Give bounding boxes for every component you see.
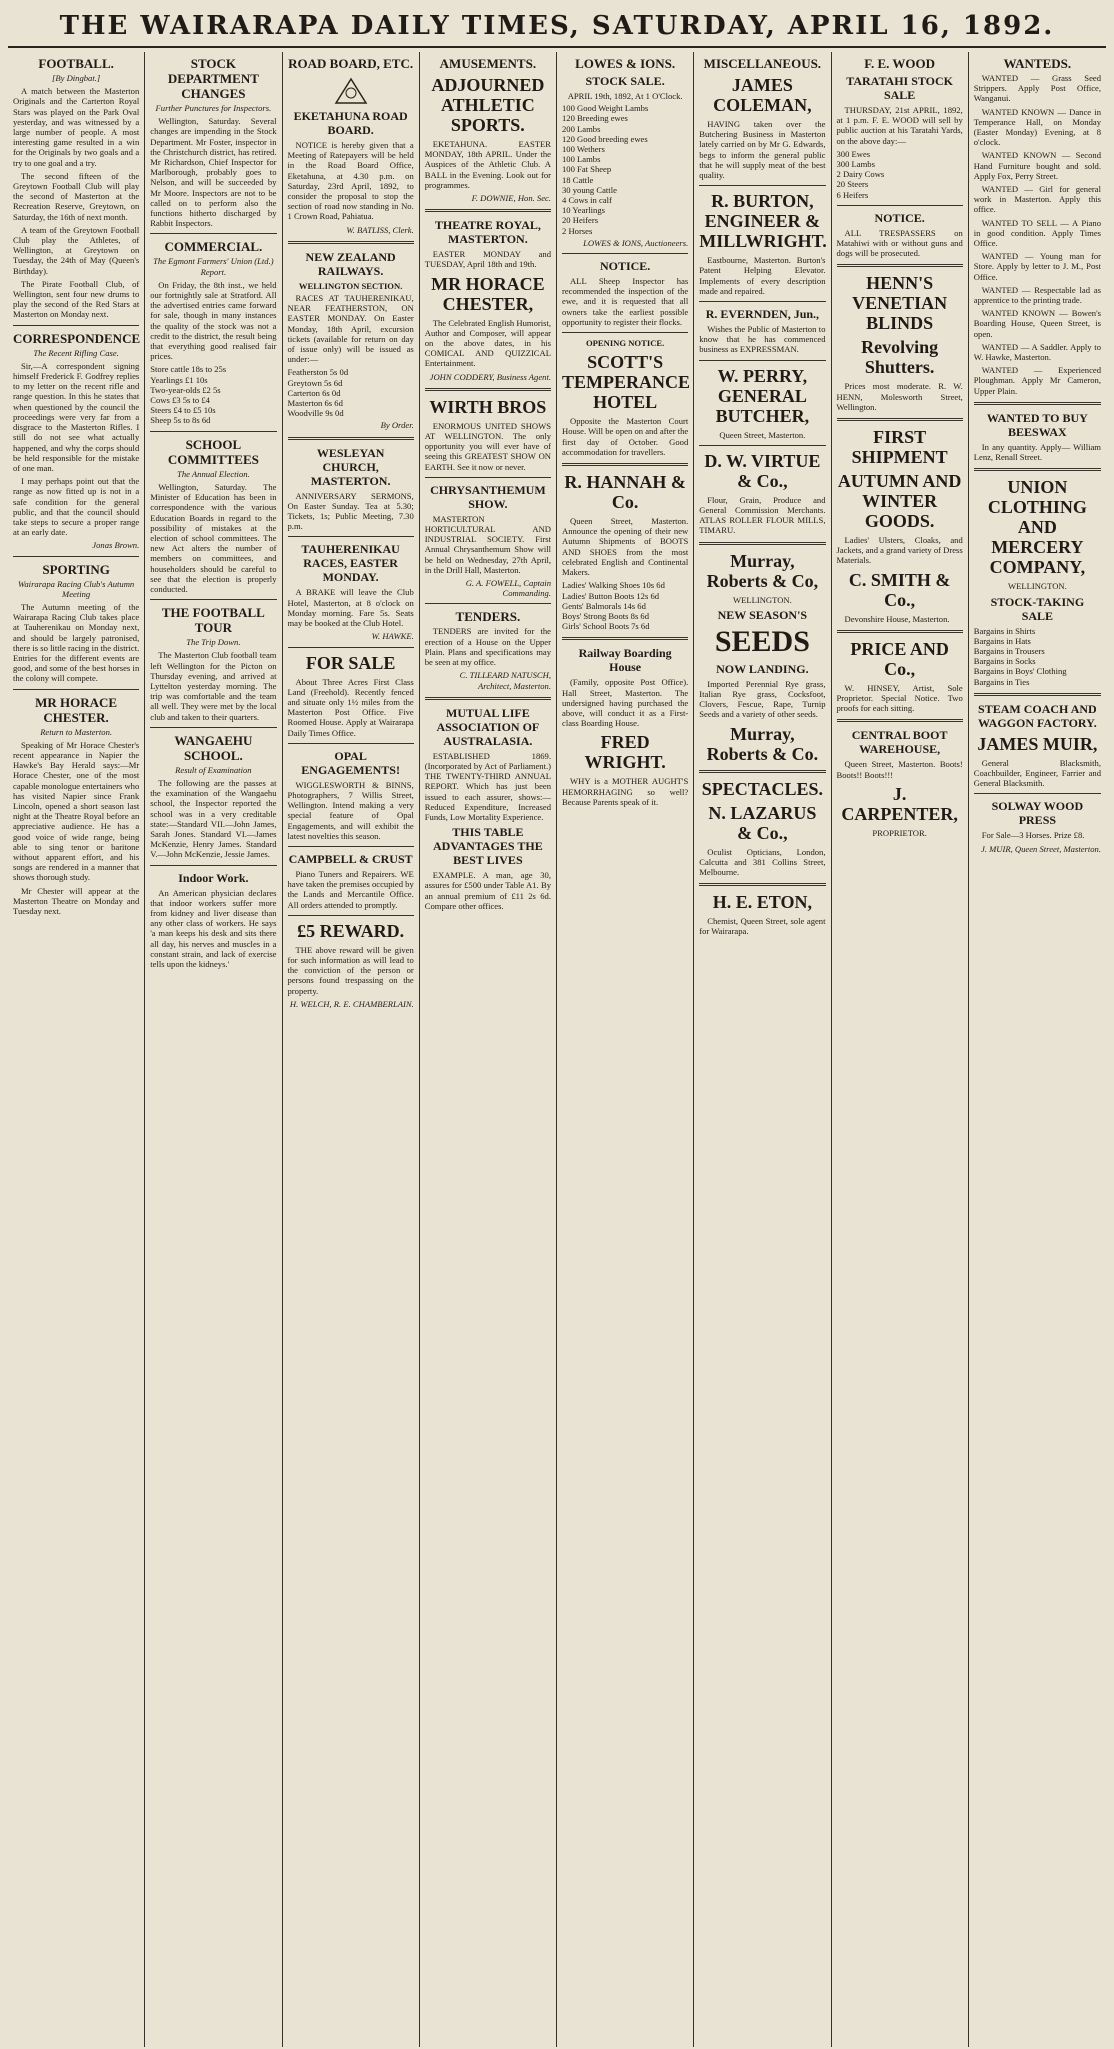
paragraph: On Friday, the 8th inst., we held our fortnightly sale at Stratford. All the advertised entries came forward for sale, though in many instances the quality of the stock was not a credit to the district, the result being that everything good realised fair prices.	[150, 279, 277, 362]
notice-title: SCOTT'S TEMPERANCE HOTEL	[562, 352, 691, 413]
list-item: 10 Yearlings	[562, 205, 605, 216]
byline: [By Dingbat.]	[52, 73, 101, 83]
paragraph: Queen Street, Masterton. Announce the opening of their new Autumn Shipments of BOOTS AND SHOES from the most celebrated English and Continental Makers.	[562, 516, 689, 578]
paragraph: In any quantity. Apply— William Lenz, Renall Street.	[973, 441, 1101, 463]
wanted-ad: WANTED KNOWN — Bowen's Boarding House, Queen Street, is open.	[973, 308, 1101, 339]
notice-title: Revolving Shutters.	[861, 337, 939, 378]
divider	[13, 325, 139, 326]
list-item: Ladies' Button Boots 12s 6d	[562, 590, 660, 601]
notice-title: Murray, Roberts & Co,	[706, 550, 819, 591]
subheading: The Recent Rifling Case.	[33, 347, 119, 358]
notice-title: Murray, Roberts & Co.	[706, 723, 819, 764]
list-item: 120 Good breeding ewes	[562, 133, 648, 144]
list-item: Featherston 5s 0d	[287, 367, 349, 378]
notice-title: OPENING NOTICE.	[585, 338, 665, 349]
divider	[288, 647, 414, 648]
list-item: 100 Lambs	[562, 154, 601, 165]
list-item: Bargains in Shirts	[973, 625, 1036, 636]
column-4	[420, 52, 557, 2047]
list-item: Bargains in Ties	[973, 676, 1030, 687]
divider	[974, 793, 1101, 794]
divider	[150, 727, 276, 728]
heading-wangaehu-school: WANGAEHU SCHOOL.	[174, 732, 253, 763]
paragraph: The second fifteen of the Greytown Football Club will play the second of Masterton at the Recreation Reserve, Greytown, on Saturday, the 16th of next month.	[13, 170, 140, 222]
signature: By Order.	[380, 420, 414, 431]
notice-title: NEW SEASON'S	[717, 607, 808, 622]
royal-crest-icon	[331, 75, 371, 105]
list-item: Gents' Balmorals 14s 6d	[562, 600, 646, 611]
notice-title: ADJOURNED ATHLETIC SPORTS.	[431, 75, 545, 135]
list-item: Sheep 5s to 8s 6d	[150, 415, 211, 426]
signature: C. TILLEARD NATUSCH, Architect, Masterton.	[459, 670, 551, 691]
divider	[288, 437, 414, 440]
heading-stock-department: STOCK DEPARTMENT CHANGES	[167, 56, 259, 101]
divider	[974, 693, 1101, 696]
paragraph: An American physician declares that indoor workers suffer more from kidney and liver disease than any other class of workers. He says 'a man keeps his desk and sits there all day, his nerves and muscles in a constant strain, and lack of exercise tells upon the kidneys.'	[150, 887, 277, 969]
divider	[837, 719, 963, 722]
notice-title: R. HANNAH & Co.	[564, 472, 686, 513]
notice-title: TAUHERENIKAU RACES, EASTER MONDAY.	[301, 542, 400, 585]
divider	[699, 883, 825, 886]
notice-title: PRICE AND Co.,	[850, 638, 949, 679]
notice-title: Railway Boarding House	[578, 646, 672, 675]
heading-chester: MR HORACE CHESTER.	[35, 694, 118, 725]
notice-title: TARATAHI STOCK SALE	[846, 74, 954, 102]
boot-price-list	[562, 580, 688, 631]
address: Queen Street, Masterton.	[719, 429, 806, 440]
list-item: 2 Horses	[562, 225, 593, 236]
paragraph: ANNIVERSARY SERMONS, On Easter Sunday. Tea at 5.30; Tickets, 1s; Public Meeting, 7.30 p.m.	[287, 490, 414, 532]
column-3	[283, 52, 420, 2047]
notice-title: JAMES MUIR,	[977, 733, 1098, 754]
signature: Jonas Brown.	[92, 540, 140, 551]
heading-indoor-work: Indoor Work.	[178, 870, 249, 885]
divider	[699, 301, 825, 302]
paragraph: Imported Perennial Rye grass, Italian Rye grass, Cocksfoot, Clovers, Fescue, Rape, Turnip Seeds and a variety of other seeds.	[699, 678, 826, 720]
paragraph: A team of the Greytown Football Club play the Athletes, of Wellington, at Greytown on Tuesday, the 24th of May (Queen's Birthday).	[13, 224, 140, 276]
list-item: 18 Cattle	[562, 174, 594, 185]
signature: G. A. FOWELL, Captain Commanding.	[465, 578, 551, 599]
list-item: Greytown 5s 6d	[287, 377, 343, 388]
paragraph: Eastbourne, Masterton. Burton's Patent Helping Elevator. Implements of every description made and repaired.	[699, 255, 826, 296]
notice-title: WESLEYAN CHURCH, MASTERTON.	[310, 445, 391, 488]
notice-title: OPAL ENGAGEMENTS!	[301, 748, 400, 777]
paragraph: A match between the Masterton Originals and the Carterton Royal Stars was played on the Park Oval yesterday, and was witnessed by a large number of people. A most interesting game resulted in a win for the Originals by two goals and a try to one goal and a try.	[13, 86, 140, 168]
notice-title: CAMPBELL & CRUST	[288, 851, 413, 866]
paragraph: HAVING taken over the Butchering Business in Masterton lately carried on by Mr G. Edwards, begs to inform the general public that he will supply meat of the best quality.	[699, 119, 826, 181]
notice-title: £5 REWARD.	[297, 920, 405, 941]
divider	[699, 185, 825, 186]
paragraph: ENORMOUS UNITED SHOWS AT WELLINGTON. The only opportunity you will ever have of seeing this GREATEST SHOW ON EARTH. See it now or never.	[424, 420, 551, 472]
list-item: 2 Dairy Cows	[836, 169, 885, 180]
notice-title: CHRYSANTHEMUM SHOW.	[430, 482, 546, 511]
list-item: 100 Fat Sheep	[562, 164, 612, 175]
price-list	[150, 364, 276, 425]
divider	[425, 388, 551, 391]
notice-date: APRIL 19th, 1892, At 1 O'Clock.	[567, 91, 683, 101]
wanted-ad: WANTED — Girl for general work in Masterton. Apply this office.	[973, 184, 1101, 215]
notice-title: JAMES COLEMAN,	[713, 75, 812, 115]
notice-title: AUTUMN AND WINTER GOODS.	[837, 471, 962, 532]
list-item: Store cattle 18s to 25s	[150, 364, 227, 375]
heading-football-tour: THE FOOTBALL TOUR	[161, 605, 265, 636]
paragraph: The following are the passes at the examination of the Wangaehu school, the Inspector reported the school was in a very creditable state:—Standard VII.—John James, Sarah Jones. Standard VI.—James McKenzie, Henry James. Standard V.—John McKenzie, Jessie James.	[150, 777, 277, 860]
heading-road-board: ROAD BOARD, ETC.	[288, 56, 414, 71]
notice-title: NOTICE.	[599, 259, 651, 274]
column-2	[145, 52, 282, 2047]
heading-lowes-ions: LOWES & IONS.	[575, 56, 676, 71]
divider	[562, 463, 688, 466]
list-item: Masterton 6s 6d	[287, 398, 343, 409]
paragraph: TENDERS are invited for the erection of a House on the Upper Plain. Plans and specifications may be seen at my office.	[424, 626, 551, 668]
divider	[425, 697, 551, 700]
divider	[837, 205, 963, 206]
list-item: Bargains in Hats	[973, 635, 1031, 646]
paragraph: Wellington, Saturday. The Minister of Education has been in correspondence with the various Education Boards in regard to the possibility of mistakes at the election of school committees. The new Act alters the number of members on committees, and householders should be careful to see that the election is properly conducted.	[150, 481, 277, 594]
notice-title: NEW ZEALAND RAILWAYS.	[305, 249, 396, 278]
columns	[8, 52, 1106, 2047]
wanted-ad: WANTED KNOWN — Second Hand Furniture bought and sold. Apply Fox, Perry Street.	[973, 150, 1101, 181]
wanted-ad: WANTED — Experienced Ploughman. Apply Mr Cameron, Upper Plain.	[973, 365, 1101, 396]
heading-miscellaneous: MISCELLANEOUS.	[703, 56, 822, 71]
paragraph: THURSDAY, 21st APRIL, 1892, at 1 p.m. F. E. WOOD will sell by public auction at his Taratahi Yards, on the above day:—	[836, 105, 963, 146]
paragraph: EKETAHUNA. EASTER MONDAY, 18th APRIL. Under the Auspices of the Athletic Club. A BALL in the Evening. Look out for programmes.	[424, 139, 551, 190]
paragraph: RACES AT TAUHERENIKAU, NEAR FEATHERSTON, ON EASTER MONDAY. On Easter Monday, 18th April, excursion tickets (available for return on day of issue only) will be issued as under:—	[287, 293, 414, 365]
bargain-list	[974, 626, 1101, 687]
notice-title: WANTED TO BUY BEESWAX	[986, 410, 1088, 439]
paragraph: MASTERTON HORTICULTURAL AND INDUSTRIAL SOCIETY. First Annual Chrysanthemum Show will be held on Wednesday, 27th April, in the Drill Hall, Masterton.	[424, 513, 551, 575]
notice-title: SPECTACLES.	[701, 778, 823, 799]
subheading: The Annual Election.	[177, 468, 250, 479]
notice-title: UNION CLOTHING AND MERCERY COMPANY,	[987, 477, 1087, 578]
heading-f-e-wood: F. E. WOOD	[864, 56, 936, 71]
paragraph: (Family, opposite Post Office). Hall Street, Masterton. The undersigned having purchased the above, will conduct it as a First-class Boarding House.	[562, 677, 689, 729]
list-item: Bargains in Socks	[973, 656, 1036, 667]
paragraph: EXAMPLE. A man, age 30, assures for £500 under Table A1. By an annual premium of £11 2s 6d. Compare other offices.	[424, 870, 551, 911]
divider	[837, 418, 963, 421]
notice-title: W. PERRY, GENERAL BUTCHER,	[715, 365, 810, 426]
divider	[425, 603, 551, 604]
list-item: Carterton 6s 0d	[287, 387, 341, 398]
list-item: Girls' School Boots 7s 6d	[562, 621, 650, 632]
notice-title: STOCK SALE.	[585, 74, 665, 88]
notice-title: STOCK-TAKING SALE	[990, 594, 1085, 623]
list-item: 300 Lambs	[836, 159, 875, 170]
divider	[13, 689, 139, 690]
paragraph: The Celebrated English Humorist, Author and Composer, will appear on the above dates, in his COMICAL AND QUIZZICAL Entertainment.	[424, 317, 551, 369]
location: WELLINGTON.	[1007, 581, 1067, 592]
signature: H. WELCH, R. E. CHAMBERLAIN.	[289, 998, 414, 1009]
notice-title: J. CARPENTER,	[841, 783, 958, 824]
notice-title: SOLWAY WOOD PRESS	[991, 799, 1084, 828]
paragraph: Speaking of Mr Horace Chester's recent appearance in Napier the Hawke's Bay Herald says:—Mr Horace Chester, one of the most capable monologue entertainers who has visited Napier since Frank Lincoln, opened a short season last night at the Theatre Royal before an appreciative audience. He has a good voice of wide range, being able to sing tenor or baritone without apparent effort, and his songs are rendered in a manner that shows thorough study.	[13, 739, 140, 883]
divider	[562, 637, 688, 640]
wanted-ad: WANTED — A Saddler. Apply to W. Hawke, Masterton.	[973, 341, 1101, 363]
notice-title: CENTRAL BOOT WAREHOUSE,	[851, 728, 948, 757]
stock-list	[837, 149, 963, 200]
divider	[288, 241, 414, 244]
seeds-heading: SEEDS	[714, 624, 810, 658]
paragraph: Mr Chester will appear at the Masterton Theatre on Monday and Tuesday next.	[13, 885, 140, 917]
list-item: 100 Good Weight Lambs	[562, 103, 649, 114]
divider	[425, 209, 551, 212]
list-item: 120 Breeding ewes	[562, 113, 628, 124]
list-item: 20 Heifers	[562, 215, 599, 226]
heading-correspondence: CORRESPONDENCE	[13, 330, 141, 346]
divider	[150, 233, 276, 234]
divider	[562, 253, 688, 254]
column-8	[969, 52, 1106, 2047]
paragraph: Wellington, Saturday. Several changes are impending in the Stock Department. Mr Foster, inspector in the Christchurch district, has retired. Mr Richardson, Chief Inspector for Marlborough, probably goes to Nelson, and will be succeeded by Mr Moore. Inspectors are not to be called on to perform also the functions hitherto discharged by Rabbit Inspectors.	[150, 116, 277, 229]
wanted-ad: WANTED — Respectable lad as apprentice to the printing trade.	[973, 284, 1101, 306]
list-item: 100 Wethers	[562, 144, 605, 155]
divider	[562, 332, 688, 333]
divider	[699, 445, 825, 446]
list-item: 4 Cows in calf	[562, 195, 612, 206]
list-item: Bargains in Boys' Clothing	[973, 666, 1067, 677]
list-item: Ladies' Walking Shoes 10s 6d	[562, 580, 665, 591]
notice-title: FOR SALE	[305, 652, 396, 673]
location: WELLINGTON.	[732, 594, 792, 605]
paragraph: NOTICE is hereby given that a Meeting of Ratepayers will be held in the Road Board Office, Eketahuna, at 4.30 p.m. on Saturday, 23rd April, 1892, to consider the proposal to stop the section of road now standing in No. 1 Crown Road, Pahiatua.	[287, 140, 414, 222]
list-item: 6 Heifers	[836, 189, 869, 200]
notice-title: D. W. VIRTUE & Co.,	[704, 450, 821, 491]
paragraph: Oculist Opticians, London, Calcutta and 381 Collins Street, Melbourne.	[699, 846, 826, 878]
stock-list	[562, 103, 688, 236]
wanted-ad: WANTED KNOWN — Dance in Temperance Hall, on Monday (Easter Monday) Evening, at 8 o'clock.	[973, 106, 1101, 148]
signature: W. BATLISS, Clerk.	[346, 224, 414, 235]
notice-title: FIRST SHIPMENT	[851, 427, 948, 468]
paragraph: ESTABLISHED 1869. (Incorporated by Act of Parliament.) THE TWENTY-THIRD ANNUAL REPORT. Which has just been issued to each assurer, shows:—Reduced Expenditure, Increased Funds, Low Mortality Experience.	[424, 750, 551, 822]
signature: J. MUIR, Queen Street, Masterton.	[981, 843, 1101, 854]
paragraph: A BRAKE will leave the Club Hotel, Masterton, at 8 o'clock on Monday morning. Fare 5s. Seats may be booked at the Club Hotel.	[287, 587, 414, 629]
list-item: Yearlings £1 10s	[150, 374, 208, 385]
list-item: Steers £4 to £5 10s	[150, 405, 216, 416]
heading-tenders: TENDERS.	[455, 609, 521, 625]
paragraph: For Sale—3 Horses. Prize £8.	[981, 830, 1085, 841]
paragraph: Ladies' Ulsters, Cloaks, and Jackets, and a grand variety of Dress Materials.	[836, 535, 963, 566]
paragraph: Flour, Grain, Produce and General Commission Merchants. ATLAS ROLLER FLOUR MILLS, TIMARU.	[699, 494, 826, 536]
subheading: The Trip Down.	[186, 637, 241, 648]
subheading: Further Punctures for Inspectors.	[155, 103, 272, 113]
notice-title: C. SMITH & Co.,	[848, 569, 951, 610]
notice-title: R. BURTON, ENGINEER & MILLWRIGHT.	[699, 191, 827, 252]
notice-title: NOW LANDING.	[716, 661, 809, 676]
notice-title: NOTICE.	[874, 210, 925, 225]
notice-title: FRED WRIGHT.	[584, 732, 666, 773]
notice-title: N. LAZARUS & Co.,	[708, 802, 817, 843]
paragraph: Sir,—A correspondent signing himself Frederick F. Godfrey replies to my letter on the recent rifle and range question. In this he states that when questioned by the council the proceedings were very far from a disgrace to the Masterton Rifles. I still do not see what actually happened, and why the corps should be held responsible for the mistake of one man.	[13, 360, 140, 473]
divider	[699, 360, 825, 361]
divider	[150, 431, 276, 432]
signature: F. DOWNIE, Hon. Sec.	[471, 193, 551, 204]
proprietor-label: PROPRIETOR.	[872, 827, 927, 838]
paragraph: About Three Acres First Class Land (Freehold). Recently fenced and situate only 1½ miles from the Masterton Post Office. Five Roomed House. Apply at Wairarapa Daily Times Office.	[287, 676, 414, 738]
paragraph: Devonshire House, Masterton.	[844, 613, 950, 624]
signature: LOWES & IONS, Auctioneers.	[583, 237, 689, 248]
list-item: 200 Lambs	[562, 123, 601, 134]
wanted-ad: WANTED — Grass Seed Strippers. Apply Post Office, Wanganui.	[973, 73, 1101, 104]
divider	[150, 865, 276, 866]
notice-title: MUTUAL LIFE ASSOCIATION OF AUSTRALASIA.	[436, 705, 540, 748]
heading-commercial: COMMERCIAL.	[164, 239, 263, 255]
list-item: 20 Steers	[836, 179, 869, 190]
list-item: Boys' Strong Boots 8s 6d	[562, 610, 650, 621]
divider	[699, 542, 825, 545]
notice-title: H. E. ETON,	[712, 892, 812, 913]
notice-title: MR HORACE CHESTER,	[431, 273, 545, 314]
subheading: Return to Masterton.	[40, 726, 113, 737]
divider	[13, 556, 139, 557]
divider	[837, 630, 963, 633]
notice-subtitle: WELLINGTON SECTION.	[298, 280, 403, 291]
paragraph: ALL Sheep Inspector has recommended the inspection of the ewe, and it is requested that all owners take the earliest possible opportunity to register their flocks.	[562, 276, 689, 327]
column-5	[557, 52, 694, 2047]
paragraph: WIGGLESWORTH & BINNS, Photographers, 7 Willis Street, Wellington. Intend making a very special feature of Opal Engagements, and will exhibit the latest novelties this season.	[287, 779, 414, 841]
paragraph: WHY is a MOTHER AUGHT'S HEMORRHAGING so well? Because Parents speak of it.	[562, 776, 689, 807]
paragraph: Prices most moderate. R. W. HENN, Molesworth Street, Wellington.	[836, 381, 963, 412]
subheading: Result of Examination	[175, 764, 252, 775]
heading-football: FOOTBALL.	[38, 56, 114, 71]
divider	[150, 599, 276, 600]
fare-list	[288, 367, 414, 418]
paragraph: W. HINSEY, Artist, Sole Proprietor. Special Notice. Two proofs for each sitting.	[836, 682, 963, 714]
divider	[837, 264, 963, 267]
signature: JOHN CODDERY, Business Agent.	[429, 371, 551, 382]
list-item: Woodville 9s 0d	[287, 408, 344, 419]
list-item: Two-year-olds £2 5s	[150, 384, 221, 395]
paragraph: ALL TRESPASSERS on Matahiwi with or without guns and dogs will be prosecuted.	[836, 227, 963, 259]
paragraph: General Blacksmith, Coachbuilder, Engineer, Farrier and General Blacksmith.	[973, 757, 1101, 789]
notice-title: STEAM COACH AND WAGGON FACTORY.	[978, 701, 1097, 730]
heading-amusements: AMUSEMENTS.	[439, 56, 537, 71]
divider	[974, 402, 1101, 405]
divider	[288, 915, 414, 916]
paragraph: Opposite the Masterton Court House. Will be open on and after the first day of October. Good accommodation for travellers.	[562, 416, 689, 457]
paragraph: The Masterton Club football team left Wellington for the Picton on Thursday evening, and arrived at Lyttelton yesterday morning. The trip was comfortable and the team all well. They were met by the local club and taken to their quarters.	[150, 650, 277, 722]
divider	[288, 536, 414, 537]
paragraph: Queen Street, Masterton. Boots! Boots!! Boots!!!	[836, 759, 963, 780]
signature: W. HAWKE.	[371, 631, 414, 642]
paragraph: The Autumn meeting of the Wairarapa Racing Club takes place at Tauherenikau on Monday next, and should be largely patronised, there is so little racing in the district. Entries for the different events are good, and some of the best horses in the colony will compete.	[13, 601, 140, 684]
notice-title: R. EVERNDEN, Jun.,	[705, 307, 820, 322]
divider	[288, 743, 414, 744]
divider	[699, 770, 825, 773]
paragraph: Chemist, Queen Street, sole agent for Wairarapa.	[699, 916, 826, 937]
heading-sporting: SPORTING	[42, 561, 110, 577]
subheading: The Egmont Farmers' Union (Ltd.) Report.	[153, 256, 274, 277]
divider	[288, 846, 414, 847]
column-7	[832, 52, 969, 2047]
masthead-title: THE WAIRARAPA DAILY TIMES, SATURDAY, APRIL 16, 1892.	[59, 11, 1055, 41]
heading-school-committees: SCHOOL COMMITTEES	[167, 436, 259, 467]
notice-title: HENN'S VENETIAN BLINDS	[852, 273, 948, 334]
notice-title: EKETAHUNA ROAD BOARD.	[293, 109, 408, 137]
heading-wanteds: WANTEDS.	[1003, 56, 1072, 71]
divider	[425, 477, 551, 478]
list-item: 300 Ewes	[836, 148, 871, 159]
notice-title: THEATRE ROYAL, MASTERTON.	[434, 218, 541, 247]
column-1	[8, 52, 145, 2047]
list-item: Bargains in Trousers	[973, 645, 1045, 656]
masthead	[8, 6, 1106, 48]
list-item: Cows £3 5s to £4	[150, 395, 210, 406]
wanted-ad: WANTED TO SELL — A Piano in good condition. Apply Times Office.	[973, 217, 1101, 249]
divider	[974, 468, 1101, 471]
paragraph: Piano Tuners and Repairers. WE have taken the premises occupied by the Lands and Mercantile Office. All orders attended to promptly.	[287, 868, 414, 910]
paragraph: The Pirate Football Club, of Wellington, sent four new drums to play the second of the Red Stars at Masterton on Monday next.	[13, 278, 140, 320]
list-item: 30 young Cattle	[562, 184, 617, 195]
paragraph: I may perhaps point out that the range as now fitted up is not in a safe condition for the general public, and that the council should take steps to secure a proper range at an early date.	[13, 476, 140, 538]
paragraph: EASTER MONDAY and TUESDAY, April 18th and 19th.	[424, 249, 551, 270]
subheading: Wairarapa Racing Club's Autumn Meeting	[18, 578, 135, 599]
notice-title: THIS TABLE ADVANTAGES THE BEST LIVES	[433, 825, 543, 868]
notice-title: WIRTH BROS	[429, 396, 547, 417]
column-6	[694, 52, 831, 2047]
paragraph: Wishes the Public of Masterton to know that he has commenced business as EXPRESSMAN.	[699, 324, 826, 355]
paragraph: THE above reward will be given for such information as will lead to the conviction of the person or persons found trespassing on the property.	[287, 944, 414, 996]
wanted-ad: WANTED — Young man for Store. Apply by letter to J. M., Post Office.	[973, 251, 1101, 282]
